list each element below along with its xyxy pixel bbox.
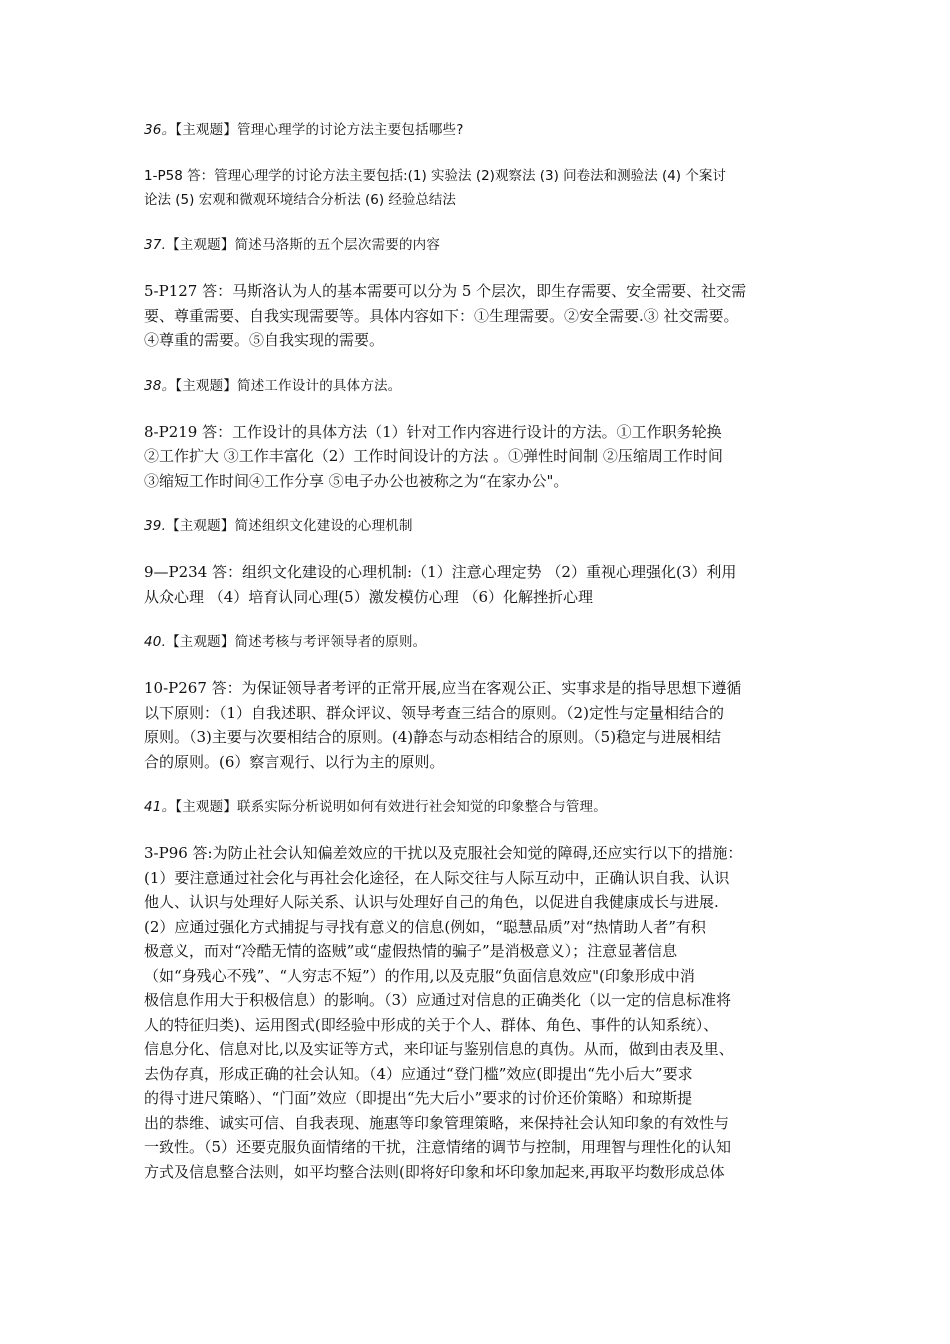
question-39-heading <box>144 514 809 538</box>
question-title: 【主观题】简述工作设计的具体方法。 <box>175 377 402 394</box>
answer-line: 极信息作用大于积极信息）的影响。（3）应通过对信息的正确类化（以一定的信息标准将 <box>144 991 732 1009</box>
question-title: 【主观题】联系实际分析说明如何有效进行社会知觉的印象整合与管理。 <box>175 799 607 815</box>
answer-line: 出的恭维、诚实可信、自我表现、施惠等印象管理策略，来保持社会认知印象的有效性与 <box>144 1113 730 1132</box>
question-title: 【主观题】简述马洛斯的五个层次需要的内容 <box>166 237 441 253</box>
answer-37 <box>144 279 809 353</box>
answer-line: 信息分化、信息对比,以及实证等方式，来印证与鉴别信息的真伪。从而，做到由表及里、 <box>144 1040 734 1058</box>
answer-line: 一致性。（5）还要克服负面情绪的干扰，注意情绪的调节与控制，用理智与理性化的认知 <box>144 1138 732 1156</box>
question-number: 40. <box>144 634 167 650</box>
answer-line: 3-P96 答:为防止社会认知偏差效应的干扰以及克服社会知觉的障碍,还应实行以下的措施： <box>144 844 743 862</box>
question-41-heading <box>144 795 809 819</box>
answer-line: 原则。（3)主要与次要相结合的原则。(4)静态与动态相结合的原则。（5)稳定与进展相结 <box>144 728 722 746</box>
question-number: 37. <box>144 237 167 253</box>
answer-38 <box>144 420 809 494</box>
question-36-heading <box>144 118 809 142</box>
document-page <box>144 118 809 1184</box>
answer-line: (2）应通过强化方式捕捉与寻找有意义的信息(例如，“聪慧品质”对“热情助人者”有积 <box>144 917 706 936</box>
question-38-heading <box>144 374 809 398</box>
answer-line: 的得寸进尺策略）、“门面”效应（即提出“先大后小”要求的讨价还价策略）和琼斯提 <box>144 1089 693 1107</box>
answer-40 <box>144 676 809 774</box>
answer-line: 合的原则。(6）察言观行、以行为主的原则。 <box>144 752 445 771</box>
answer-line: 从众心理 （4）培育认同心理(5）激发模仿心理 （6）化解挫折心理 <box>144 587 594 606</box>
question-40-heading <box>144 630 809 654</box>
answer-36 <box>144 164 809 212</box>
answer-line: ②工作扩大 ③工作丰富化（2）工作时间设计的方法 。①弹性时间制 ②压缩周工作时间 <box>144 447 723 465</box>
question-title: 【主观题】管理心理学的讨论方法主要包括哪些? <box>175 122 464 138</box>
answer-39 <box>144 560 809 609</box>
answer-line: 方式及信息整合法则，如平均整合法则(即将好印象和坏印象加起来,再取平均数形成总体 <box>144 1162 725 1181</box>
question-number: 39. <box>144 518 167 534</box>
answer-line: 10-P267 答：为保证领导者考评的正常开展,应当在客观公正、实事求是的指导思想下遵循 <box>144 679 742 697</box>
answer-line: 人的特征归类)、运用图式(即经验中形成的关于个人、群体、角色、事件的认知系统）、 <box>144 1015 719 1034</box>
question-number: 38。 <box>144 377 176 394</box>
answer-line: 9—P234 答：组织文化建设的心理机制:（1）注意心理定势 （2）重视心理强化(3）利用 <box>144 563 737 581</box>
answer-41 <box>144 841 809 1184</box>
answer-line: 他人、认识与处理好人际关系、认识与处理好自己的角色，以促进自我健康成长与进展. <box>144 893 719 911</box>
answer-line: 要、尊重需要、自我实现需要等。具体内容如下：①生理需要。②安全需要.③ 社交需要。 <box>144 306 739 325</box>
answer-line: 去伪存真，形成正确的社会认知。（4）应通过“登门槛”效应(即提出“先小后大”要求 <box>144 1064 693 1083</box>
answer-line: 以下原则：（1）自我述职、群众评议、领导考查三结合的原则。（2)定性与定量相结合的 <box>144 703 724 722</box>
answer-line: ③缩短工作时间④工作分享 ⑤电子办公也被称之为“在家办公"。 <box>144 471 569 490</box>
answer-line: 论法 (5) 宏观和微观环境结合分析法 (6) 经验总结法 <box>144 192 456 208</box>
question-title: 【主观题】简述考核与考评领导者的原则。 <box>166 634 427 650</box>
question-title: 【主观题】简述组织文化建设的心理机制 <box>166 518 413 534</box>
answer-line: 极意义，而对“冷酷无情的盗贼”或“虚假热情的骗子”是消极意义）；注意显著信息 <box>144 942 678 960</box>
answer-line: (1）要注意通过社会化与再社会化途径，在人际交往与人际互动中，正确认识自我、认识 <box>144 868 730 887</box>
question-number: 41。 <box>144 799 176 815</box>
answer-line: 1-P58 答：管理心理学的讨论方法主要包括:(1) 实验法 (2)观察法 (3) 问卷法和测验法 (4) 个案讨 <box>144 168 726 184</box>
question-37-heading <box>144 233 809 257</box>
answer-line: （如“身残心不残”、“人穷志不短”）的作用,以及克服“负面信息效应"(印象形成中消 <box>144 966 695 985</box>
answer-line: 5-P127 答：马斯洛认为人的基本需要可以分为 5 个层次，即生存需要、安全需要、社交需 <box>144 282 747 300</box>
answer-line: 8-P219 答：工作设计的具体方法（1）针对工作内容进行设计的方法。①工作职务轮换 <box>144 422 722 441</box>
answer-line: ④尊重的需要。⑤自我实现的需要。 <box>144 331 385 349</box>
question-number: 36。 <box>144 122 176 138</box>
